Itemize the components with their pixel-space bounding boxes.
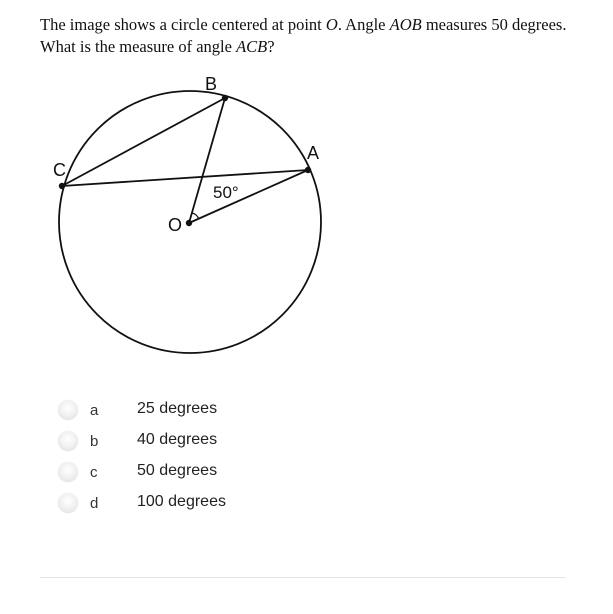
option-text[interactable]: 50 degrees <box>137 462 218 479</box>
option-b[interactable] <box>56 427 356 458</box>
angle-label: 50° <box>213 183 239 202</box>
label-c: C <box>53 160 66 180</box>
question-text-part: ? <box>267 37 275 56</box>
question-point-o: O <box>325 15 338 34</box>
radius-oa <box>189 170 308 223</box>
option-letter: a <box>90 402 99 419</box>
option-c[interactable] <box>56 458 356 489</box>
option-text[interactable]: 100 degrees <box>137 493 226 510</box>
option-text[interactable]: 40 degrees <box>137 431 218 448</box>
point-a <box>305 167 311 173</box>
point-c <box>59 183 65 189</box>
chord-ca <box>62 170 308 186</box>
angle-arc <box>192 213 199 219</box>
question-angle-acb: ACB <box>236 37 268 56</box>
radio-icon[interactable] <box>58 431 78 451</box>
option-d[interactable] <box>56 489 356 520</box>
label-b: B <box>205 74 218 94</box>
option-text[interactable]: 25 degrees <box>137 400 218 417</box>
question-line-1 <box>40 14 600 36</box>
point-b <box>222 95 228 101</box>
option-letter: d <box>90 495 99 512</box>
label-o: O <box>168 215 183 235</box>
option-a[interactable] <box>56 396 356 427</box>
option-letter: c <box>90 464 98 481</box>
radio-icon[interactable] <box>58 493 78 513</box>
question-text-part: . Angle <box>337 15 390 34</box>
question-text <box>40 14 600 58</box>
circle-diagram-svg <box>40 70 340 370</box>
answer-options <box>56 396 356 520</box>
radio-icon[interactable] <box>58 400 78 420</box>
divider <box>40 577 566 578</box>
radio-icon[interactable] <box>58 462 78 482</box>
radius-ob <box>189 98 225 223</box>
question-text-part: measures 50 degrees. <box>421 15 567 34</box>
question-line-2 <box>40 36 600 58</box>
label-a: A <box>307 143 320 163</box>
question-angle-aob: AOB <box>389 15 422 34</box>
point-o <box>186 220 192 226</box>
circle-diagram <box>40 70 340 375</box>
option-letter: b <box>90 433 99 450</box>
question-text-part: The image shows a circle centered at point <box>40 15 326 34</box>
question-text-part: What is the measure of angle <box>40 37 237 56</box>
